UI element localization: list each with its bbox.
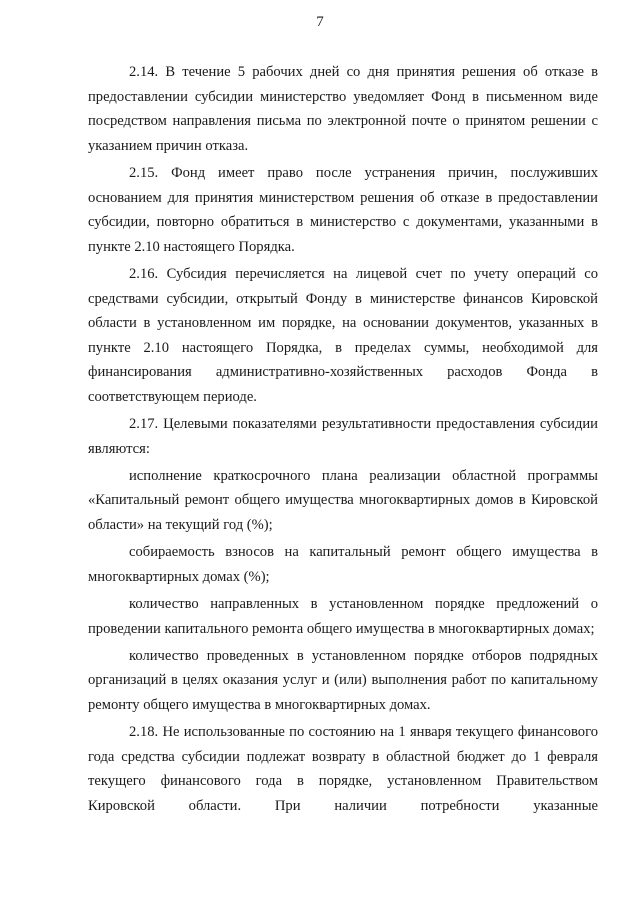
document-body	[88, 60, 598, 821]
paragraph-2-14: 2.14. В течение 5 рабочих дней со дня принятия решения об отказе в предоставлении субсидии министерство уведомляет Фонд в письменном виде посредством направления письма по электронной почте о принятом решении с указанием причин отказа.	[88, 64, 598, 154]
page-number: 7	[316, 14, 324, 30]
paragraph-2-15: 2.15. Фонд имеет право после устранения причин, послуживших основанием для принятия министерством решения об отказе в предоставлении субсидии, повторно обратиться в министерство с документами, указанными в пункте 2.10 настоящего Порядка.	[88, 164, 598, 255]
indicator-item: количество проведенных в установленном порядке отборов подрядных организаций в целях оказания услуг и (или) выполнения работ по капитальному ремонту общего имущества в многоквартирных домах.	[88, 647, 598, 713]
indicator-item: исполнение краткосрочного плана реализации областной программы «Капитальный ремонт общего имущества многоквартирных домов в Кировской области» на текущий год (%);	[88, 467, 598, 534]
indicator-item: собираемость взносов на капитальный ремонт общего имущества в многоквартирных домах (%);	[88, 544, 598, 585]
indicator-item: количество направленных в установленном порядке предложений о проведении капитального ремонта общего имущества в многоквартирных домах;	[88, 596, 598, 637]
paragraph-2-16: 2.16. Субсидия перечисляется на лицевой счет по учету операций со средствами субсидии, открытый Фонду в министерстве финансов Кировской области в установленном им порядке, на основании документов, указанных в пункте 2.10 настоящего Порядка, в пределах суммы, необходимой для финансирования административно-хозяйственных расходов Фонда в соответствующем периоде.	[88, 265, 598, 405]
paragraph-2-18: 2.18. Не использованные по состоянию на 1 января текущего финансового года средства субсидии подлежат возврату в областной бюджет до 1 февраля текущего финансового года в порядке, установленном Правительством Кировской области. При наличии потребности указанные	[88, 724, 598, 814]
paragraph-2-17: 2.17. Целевыми показателями результативности предоставления субсидии являются:	[88, 416, 598, 457]
